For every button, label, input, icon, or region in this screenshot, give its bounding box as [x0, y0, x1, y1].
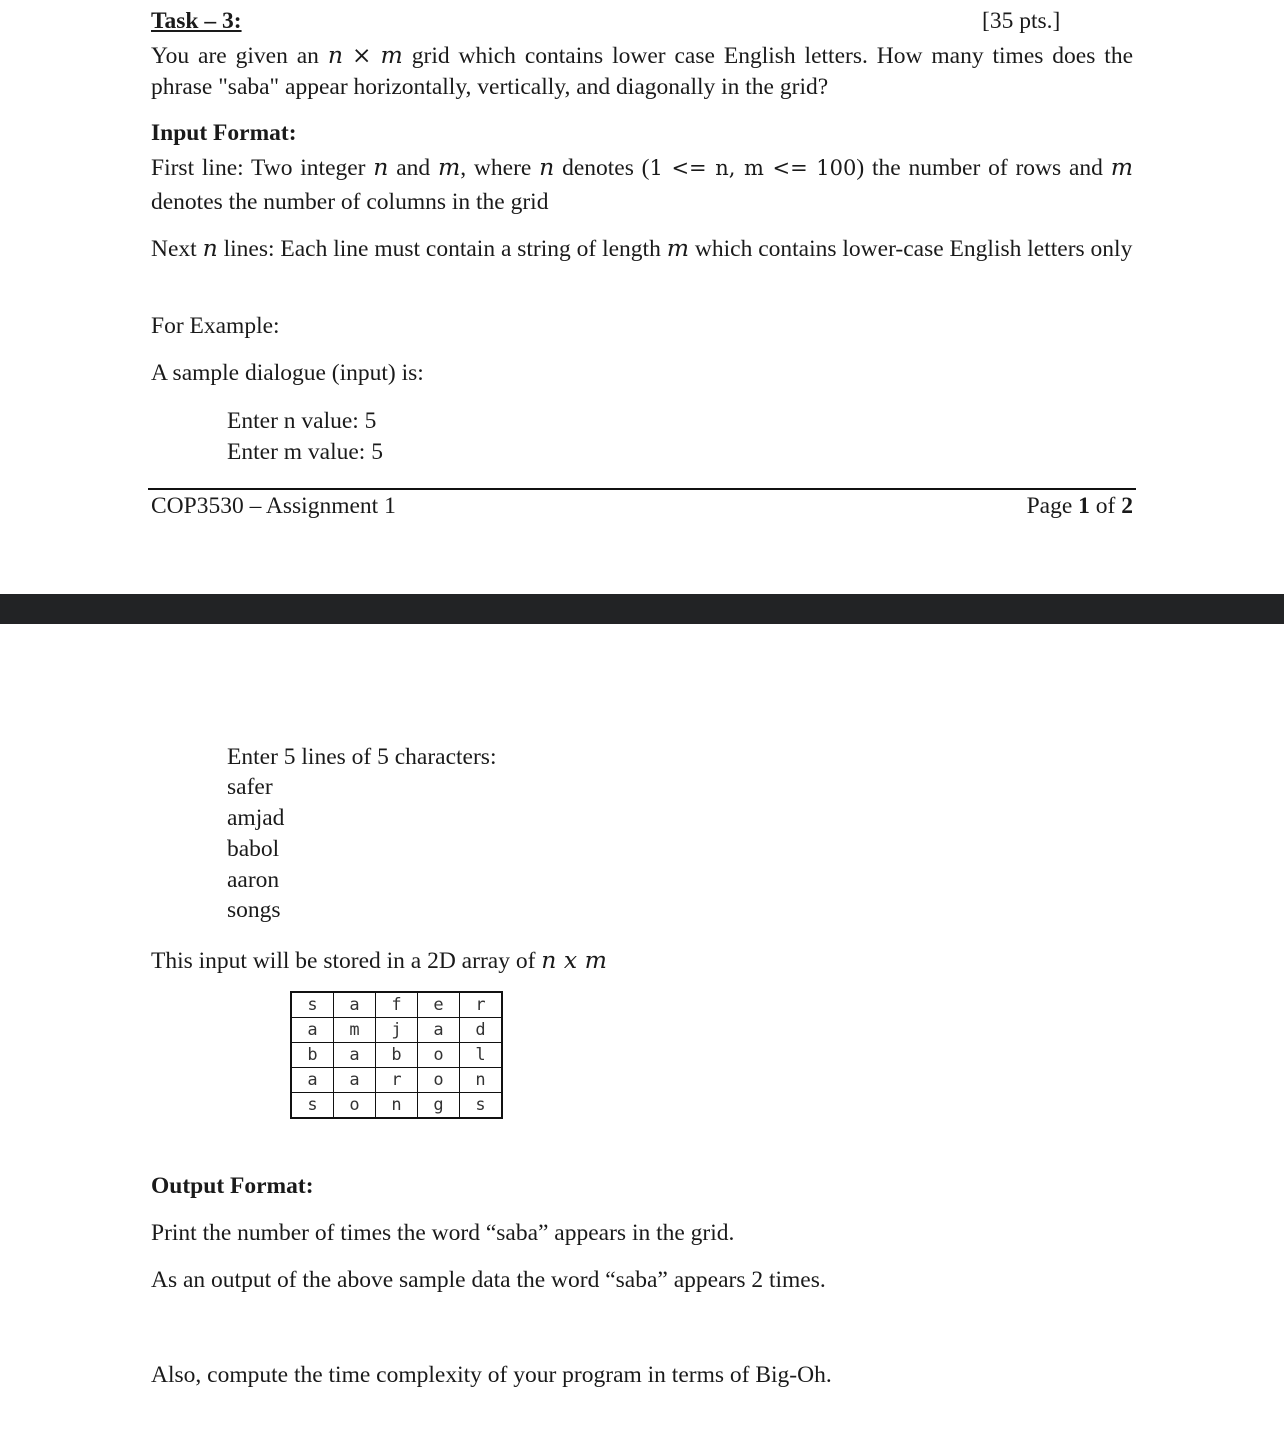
- grid-cell: e: [418, 992, 460, 1018]
- grid-cell: f: [376, 992, 418, 1018]
- page-break-divider: [0, 594, 1284, 624]
- grid-row: [291, 1043, 502, 1068]
- grid-cell: a: [291, 1068, 334, 1093]
- grid-cell: r: [460, 992, 503, 1018]
- math-times: ×: [351, 41, 372, 69]
- grid-cell: r: [376, 1068, 418, 1093]
- math-n: n: [327, 41, 343, 69]
- first-line-paragraph: [151, 150, 1133, 219]
- math-n-x-m: n x m: [541, 946, 607, 974]
- sample-intro: A sample dialogue (input) is:: [151, 360, 424, 386]
- enter-m-line: Enter m value: 5: [227, 439, 383, 465]
- grid-cell: g: [418, 1093, 460, 1119]
- math-m: m: [666, 234, 690, 262]
- input-line: babol: [227, 836, 280, 862]
- page-prefix: Page: [1026, 493, 1079, 519]
- input-format-heading: Input Format:: [151, 120, 297, 146]
- stored-array-sentence: [151, 945, 607, 977]
- footer-page-number: [1027, 491, 1133, 522]
- grid-cell: l: [460, 1043, 503, 1068]
- input-line: amjad: [227, 805, 285, 831]
- next-lines-text-1: Next: [151, 236, 203, 262]
- grid-cell: n: [460, 1068, 503, 1093]
- first-line-text-4: denotes (: [554, 155, 650, 181]
- grid-cell: n: [376, 1093, 418, 1119]
- intro-paragraph: [151, 40, 1133, 103]
- footer-rule: [148, 488, 1136, 490]
- letter-grid: [290, 991, 503, 1119]
- page-current: 1: [1078, 493, 1090, 519]
- task-title: Task – 3:: [151, 8, 242, 34]
- grid-cell: a: [418, 1018, 460, 1043]
- grid-cell: d: [460, 1018, 503, 1043]
- grid-cell: a: [334, 992, 376, 1018]
- grid-row: [291, 1018, 502, 1043]
- math-m: m: [1110, 153, 1133, 181]
- grid-cell: b: [376, 1043, 418, 1068]
- grid-cell: s: [291, 992, 334, 1018]
- output-format-heading: Output Format:: [151, 1173, 314, 1199]
- math-n: n: [539, 153, 555, 181]
- intro-text-2: grid which contains lower case English letters. How many times does the phrase "saba" appear horizontally, vertically, and diagonally in the grid?: [151, 43, 1134, 100]
- output-line-2: As an output of the above sample data the word “saba” appears 2 times.: [151, 1267, 826, 1293]
- page-of: of: [1089, 493, 1122, 519]
- enter-lines-prompt: Enter 5 lines of 5 characters:: [227, 744, 497, 770]
- input-line: safer: [227, 774, 273, 800]
- grid-cell: b: [291, 1043, 334, 1068]
- math-m: m: [437, 153, 461, 181]
- input-line: songs: [227, 897, 281, 923]
- points-label: [35 pts.]: [982, 8, 1061, 34]
- first-line-text-2: and: [388, 155, 438, 181]
- grid-cell: a: [334, 1043, 376, 1068]
- enter-n-line: Enter n value: 5: [227, 408, 377, 434]
- next-lines-text-2: lines: Each line must contain a string of length: [217, 236, 667, 262]
- next-lines-paragraph: [151, 233, 1133, 265]
- first-line-text-1: First line: Two integer: [151, 155, 374, 181]
- grid-row: [291, 992, 502, 1018]
- math-constraint: 1 <= n, m <= 100: [649, 156, 857, 180]
- first-line-text-3: , where: [460, 155, 540, 181]
- output-line-1: Print the number of times the word “saba” appears in the grid.: [151, 1220, 735, 1246]
- math-n: n: [373, 153, 389, 181]
- first-line-text-6: denotes the number of columns in the grid: [151, 189, 549, 215]
- grid-cell: a: [334, 1068, 376, 1093]
- grid-cell: o: [418, 1043, 460, 1068]
- footer-course: COP3530 – Assignment 1: [151, 493, 396, 519]
- grid-row: [291, 1068, 502, 1093]
- complexity-line: Also, compute the time complexity of your program in terms of Big-Oh.: [151, 1362, 832, 1388]
- stored-text: This input will be stored in a 2D array of: [151, 948, 542, 974]
- grid-cell: s: [460, 1093, 503, 1119]
- page-total: 2: [1121, 493, 1133, 519]
- grid-cell: a: [291, 1018, 334, 1043]
- next-lines-text-3: which contains lower-case English letters only: [689, 236, 1133, 262]
- for-example-label: For Example:: [151, 313, 280, 339]
- math-m: m: [380, 41, 403, 69]
- grid-row: [291, 1093, 502, 1119]
- grid-cell: s: [291, 1093, 334, 1119]
- intro-text-1: You are given an: [151, 43, 328, 69]
- grid-cell: o: [418, 1068, 460, 1093]
- math-n: n: [202, 234, 218, 262]
- first-line-text-5: ) the number of rows and: [856, 155, 1111, 181]
- input-line: aaron: [227, 867, 280, 893]
- grid-cell: j: [376, 1018, 418, 1043]
- grid-cell: o: [334, 1093, 376, 1119]
- grid-cell: m: [334, 1018, 376, 1043]
